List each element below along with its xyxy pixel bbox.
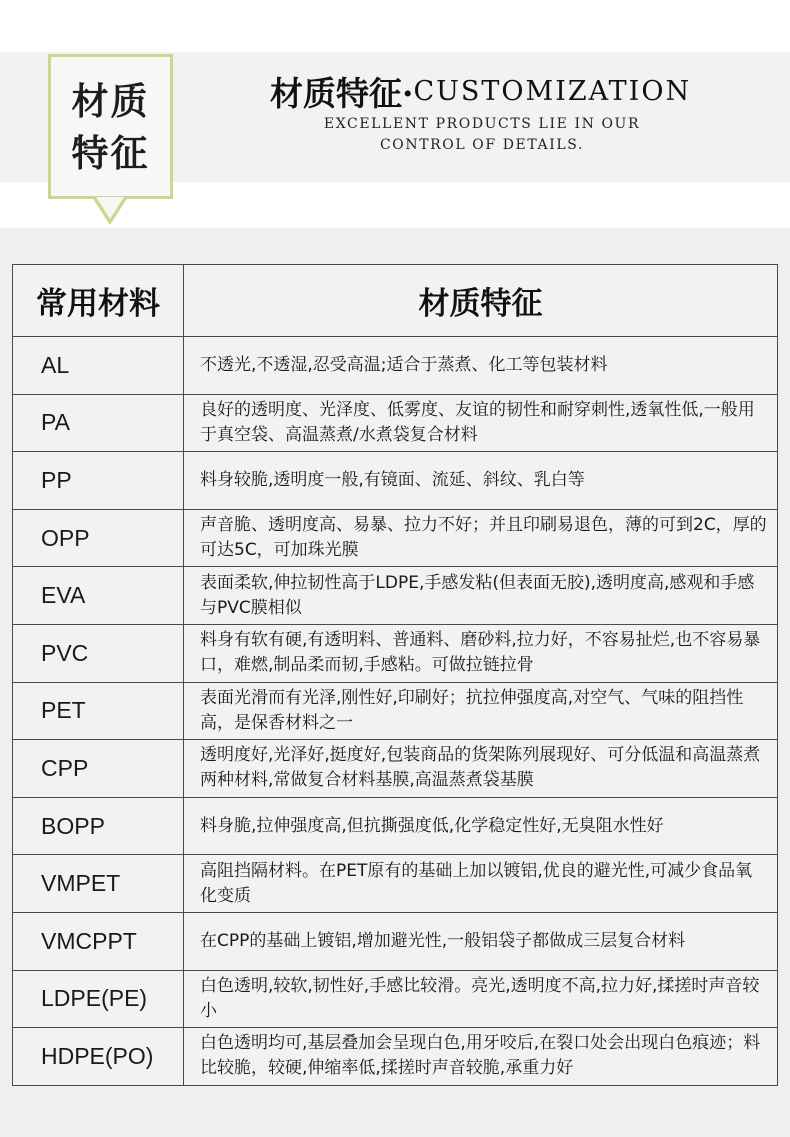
material-cell: CPP <box>13 740 184 798</box>
feature-cell: 白色透明,较软,韧性好,手感比较滑。亮光,透明度不高,拉力好,揉搓时声音较小 <box>184 970 778 1028</box>
section-badge <box>48 54 173 199</box>
table-row <box>13 912 778 970</box>
table-row <box>13 394 778 452</box>
feature-cell: 在CPP的基础上镀铝,增加避光性,一般铝袋子都做成三层复合材料 <box>184 912 778 970</box>
table-row <box>13 855 778 913</box>
badge-text: 材质特征 <box>71 78 150 175</box>
badge-pointer-inner <box>96 197 124 219</box>
feature-cell: 料身脆,拉伸强度高,但抗撕强度低,化学稳定性好,无臭阻水性好 <box>184 797 778 855</box>
header-feature: 材质特征 <box>184 265 778 337</box>
table-header-row <box>13 265 778 337</box>
title-en: CUSTOMIZATION <box>413 76 692 107</box>
material-cell: PA <box>13 394 184 452</box>
feature-cell: 白色透明均可,基层叠加会呈现白色,用牙咬后,在裂口处会出现白色痕迹；料比较脆，较硬,伸缩率低,揉搓时声音较脆,承重力好 <box>184 1028 778 1086</box>
feature-cell: 表面光滑而有光泽,刚性好,印刷好；抗拉伸强度高,对空气、气味的阻挡性高，是保香材料之一 <box>184 682 778 740</box>
table-row <box>13 567 778 625</box>
material-cell: PP <box>13 452 184 510</box>
feature-cell: 声音脆、透明度高、易暴、拉力不好；并且印刷易退色，薄的可到2C，厚的可达5C，可加珠光膜 <box>184 509 778 567</box>
feature-cell: 表面柔软,伸拉韧性高于LDPE,手感发粘(但表面无胶),透明度高,感观和手感与PVC膜相似 <box>184 567 778 625</box>
table-row <box>13 624 778 682</box>
feature-cell: 不透光,不透湿,忍受高温;适合于蒸煮、化工等包装材料 <box>184 337 778 395</box>
material-cell: PVC <box>13 624 184 682</box>
table-row <box>13 1028 778 1086</box>
material-cell: VMPET <box>13 855 184 913</box>
table-row <box>13 740 778 798</box>
title-cn: 材质特征· <box>270 74 414 113</box>
material-table <box>12 264 778 1086</box>
material-cell: EVA <box>13 567 184 625</box>
material-cell: OPP <box>13 509 184 567</box>
page-subtitle <box>282 114 682 156</box>
material-cell: BOPP <box>13 797 184 855</box>
feature-cell: 料身有软有硬,有透明料、普通料、磨砂料,拉力好，不容易扯烂,也不容易暴口，难燃,制品柔而韧,手感粘。可做拉链拉骨 <box>184 624 778 682</box>
header-material: 常用材料 <box>13 265 184 337</box>
table-row <box>13 509 778 567</box>
feature-cell: 高阻挡隔材料。在PET原有的基础上加以镀铝,优良的避光性,可减少食品氧化变质 <box>184 855 778 913</box>
material-cell: LDPE(PE) <box>13 970 184 1028</box>
table-row <box>13 682 778 740</box>
subtitle-line-1: EXCELLENT PRODUCTS LIE IN OUR <box>323 116 641 132</box>
table-row <box>13 337 778 395</box>
material-cell: HDPE(PO) <box>13 1028 184 1086</box>
material-cell: PET <box>13 682 184 740</box>
material-cell: VMCPPT <box>13 912 184 970</box>
table-row <box>13 970 778 1028</box>
feature-cell: 透明度好,光泽好,挺度好,包装商品的货架陈列展现好、可分低温和高温蒸煮两种材料,常做复合材料基膜,高温蒸煮袋基膜 <box>184 740 778 798</box>
feature-cell: 良好的透明度、光泽度、低雾度、友谊的韧性和耐穿刺性,透氧性低,一般用于真空袋、高温蒸煮/水煮袋复合材料 <box>184 394 778 452</box>
feature-cell: 料身较脆,透明度一般,有镜面、流延、斜纹、乳白等 <box>184 452 778 510</box>
table-row <box>13 797 778 855</box>
subtitle-line-2: CONTROL OF DETAILS. <box>379 137 585 153</box>
page-title <box>270 68 691 115</box>
material-cell: AL <box>13 337 184 395</box>
table-row <box>13 452 778 510</box>
